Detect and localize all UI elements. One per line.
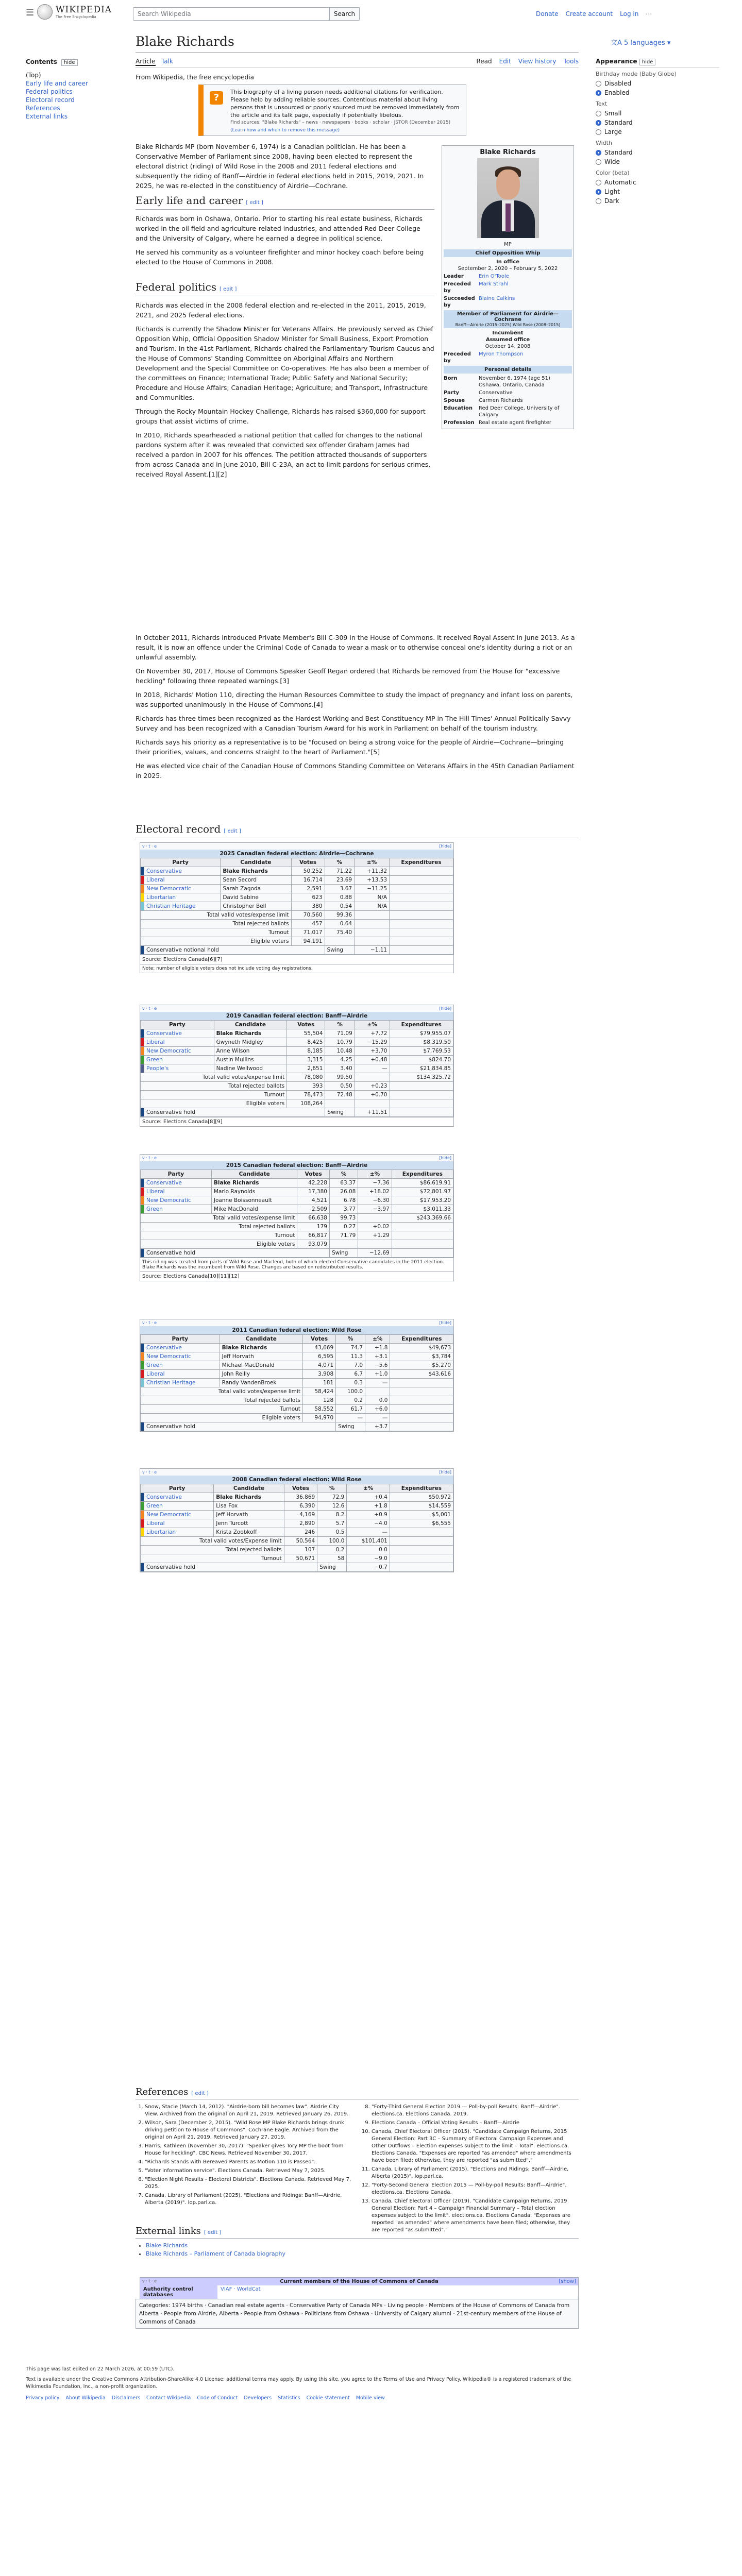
edit-link[interactable]: [ edit ] — [220, 286, 237, 292]
table-row: Conservative Blake Richards 42,228 63.37 −7.36 $86,619.91 — [141, 1179, 453, 1188]
navbox: v · t · e Current members of the House of Commons of Canada [show] Authority control databases VIAF · WorldCat — [140, 2277, 579, 2299]
footer-link[interactable]: Cookie statement — [306, 2395, 350, 2401]
table-row: Total rejected ballots 179 0.27 +0.02 — [141, 1223, 453, 1231]
menu-icon[interactable]: ☰ — [26, 7, 35, 18]
table-row: Total valid votes/Expense limit 50,564 100.0 $101,401 — [141, 1537, 453, 1546]
hold-row: Conservative hold Swing +11.51 — [141, 1108, 453, 1117]
footer-link[interactable]: Privacy policy — [26, 2395, 60, 2401]
radio-icon[interactable] — [596, 198, 601, 204]
appearance-option[interactable] — [596, 196, 719, 206]
vte-links[interactable]: v · t · e — [142, 844, 157, 849]
infobox-row: Party Conservative — [444, 390, 513, 396]
appearance-hide-button[interactable]: hide — [639, 59, 656, 65]
hold-row: Conservative notional hold Swing −1.11 — [141, 946, 453, 955]
table-row: Total rejected ballots 457 0.64 — [141, 920, 453, 928]
infobox-section-personal: Personal details — [444, 366, 572, 374]
appearance-option-label: Small — [604, 110, 622, 117]
reference-item[interactable]: 2. Wilson, Sara (December 2, 2015). "Wild Rose MP Blake Richards brings drunk driving petition to House of Commons". Cochrane Eagle. Archived from the original on April 21, 2019. Retrieved January 27, 2019. — [145, 2120, 352, 2141]
authority-links[interactable]: VIAF · WorldCat — [221, 2286, 261, 2292]
hold-row: Conservative hold Swing −0.7 — [141, 1563, 453, 1572]
early-life-heading: Early life and career — [136, 194, 243, 207]
party-link[interactable]: Libertarian — [146, 894, 176, 901]
reference-item[interactable]: 4. "Richards Stands with Bereaved Parents as Motion 110 is Passed". — [145, 2159, 352, 2166]
footer-link[interactable]: Mobile view — [356, 2395, 385, 2401]
table-row: Turnout 66,817 71.79 +1.29 — [141, 1231, 453, 1240]
radio-icon[interactable] — [596, 189, 601, 195]
candidate-cell: Blake Richards — [221, 867, 291, 876]
footer-link[interactable]: Disclaimers — [111, 2395, 141, 2401]
candidate-cell: Anne Wilson — [214, 1047, 287, 1056]
wikipedia-logo[interactable] — [37, 4, 112, 20]
infobox-title: Blake Richards — [480, 148, 536, 156]
reference-item[interactable]: 13. Canada, Chief Electoral Officer (2019). "Candidate Campaign Returns, 2019 General Election: Part 4 – Campaign Financial Summary – Total election expenses subject to the limit". elections.ca. Elections Canada. "Expenses are reported "as amended" where amendments have been filed; otherwise, they are reported "as submitted"." — [372, 2198, 579, 2234]
reference-item[interactable]: 8. "Forty-Third General Election 2019 — Poll-by-poll Results: Banff—Airdrie". elections.ca. Elections Canada. 2019. — [372, 2104, 579, 2118]
appearance-option[interactable] — [596, 178, 719, 187]
table-row: Conservative Blake Richards 55,504 71.09 +7.72 $79,955.07 — [141, 1029, 453, 1038]
appearance-option[interactable] — [596, 187, 719, 196]
appearance-option[interactable] — [596, 109, 719, 118]
table-row: Libertarian Krista Zoobkoff 246 0.5 — — [141, 1528, 453, 1537]
toc-item-top[interactable]: (Top) — [26, 72, 41, 79]
footer-link[interactable]: About Wikipedia — [65, 2395, 106, 2401]
party-color-swatch — [141, 885, 144, 893]
party-color-swatch — [141, 1352, 144, 1361]
preceded-by-link[interactable]: Mark Strahl — [479, 281, 509, 287]
infobox-row: Spouse Carmen Richards — [444, 398, 523, 403]
language-button[interactable]: 文A 5 languages ▾ — [611, 39, 671, 47]
table-row: Eligible voters 94,970 — — — [141, 1414, 453, 1422]
table-row: Total valid votes/expense limit 78,080 99.50 $134,325.72 — [141, 1073, 453, 1082]
candidate-cell: Sean Secord — [221, 876, 291, 885]
party-color-swatch — [141, 1064, 144, 1073]
search-form — [133, 7, 360, 21]
hide-toggle[interactable]: [hide] — [439, 1156, 451, 1160]
candidate-cell: Blake Richards — [214, 1029, 287, 1038]
party-link[interactable]: Conservative — [146, 1030, 182, 1037]
table-row: Christian Heritage Christopher Bell 380 0.54 N/A — [141, 902, 453, 911]
party-link[interactable]: Green — [146, 1362, 163, 1368]
early-life-section: Early life and career [ edit ] Richards was born in Oshawa, Ontario. Prior to starting his real estate business, Richards worked in the oil field and agriculture-related industries, and attended Red Deer College and the University of Calgary, where he earned a degree in political science. He served his community as a volunteer firefighter and minor hockey coach before being elected to the House of Commons in 2008. — [136, 196, 434, 267]
candidate-cell: Blake Richards — [214, 1493, 284, 1502]
party-color-swatch — [141, 1361, 144, 1370]
table-row: Total valid votes/expense limit 58,424 100.0 — [141, 1387, 453, 1396]
edit-link[interactable]: [ edit ] — [204, 2230, 222, 2235]
table-note: This riding was created from parts of Wild Rose and Macleod, both of which elected Conservative candidates in the 2011 election. Blake Richards was the incumbent from Wild Rose. Changes are based on redistributed results. — [140, 1258, 453, 1272]
table-note: Note: number of eligible voters does not include voting day registrations. — [140, 964, 453, 973]
appearance-option-label: Enabled — [604, 89, 630, 96]
vte-links[interactable]: v · t · e — [142, 1470, 157, 1475]
appearance-panel — [596, 58, 719, 206]
candidate-cell: Sarah Zagoda — [221, 885, 291, 893]
party-link[interactable]: People's — [146, 1065, 169, 1072]
election-table: v · t · e [hide] 2015 Canadian federal election: Banff—Airdrie Party Candidate Votes % ±% Expenditures Conservative Blake Richards 42,228 63.37 −7.36 $86,619.91 Liberal Marlo Raynolds 17,380 26.08 +18.02 $72,801.97 New Democratic Joanne Boissonneault 4,521 6.78 −6.30 $17,953.20 Green Mike MacDonald 2,509 3.77 −3.97 $3,011.33 Total valid votes/expense limit 66,638 99.73 $243,369.66 Total rejected ballots 179 0.27 +0.02 Turnout 66,817 71.79 +1.29 Eligible voters 93,079 Conservative hold Swing −12.69 This riding was created from parts of Wild Rose and Macleod, both of which elected Conservative candidates in the 2011 election. Blake Richards was the incumbent from Wild Rose. Changes are based on redistributed results. Source: Elections Canada[10][11][12] — [140, 1154, 454, 1281]
appearance-group-label: Birthday mode (Baby Globe) — [596, 71, 677, 77]
vte-links[interactable]: v · t · e — [142, 1320, 157, 1325]
candidate-cell: Christopher Bell — [221, 902, 291, 911]
candidate-cell: Blake Richards — [211, 1179, 297, 1188]
table-of-contents — [26, 58, 119, 121]
federal-politics-cont: In October 2011, Richards introduced Private Member's Bill C-309 in the House of Commons. It received Royal Assent in June 2013. As a result, it is now an offence under the Criminal Code of Canada to wear a mask or to otherwise conceal one's identity during a riot or an unlawful assembly. On November 30, 2017, House of Commons Speaker Geoff Regan ordered that Richards be removed from the House for "excessive heckling" following three repeated warnings.[3] In 2018, Richards' Motion 110, directing the Human Resources Committee to study the impact of pregnancy and infant loss on parents, was supported unanimously in the House of Commons.[4] Richards has three times been recognized as the Hardest Working and Best Constituency MP in The Hill Times' Annual Politically Savvy Survey and has been recognized with a Canadian Tourism Award for his work in Parliament on behalf of the tourism industry. Richards says his priority as a representative is to be "focused on being a strong voice for the people of Airdrie—Cochrane—bringing their priorities, values, and concerns straight to the heart of Parliament."[5] He was elected vice chair of the Canadian House of Commons Standing Committee on Veterans Affairs in the 45th Canadian Parliament in 2025. — [136, 634, 575, 779]
infobox-row: Education Red Deer College, University of Calgary — [444, 405, 560, 418]
candidate-cell: Gwyneth Midgley — [214, 1038, 287, 1047]
party-color-swatch — [141, 1205, 144, 1214]
table-row: New Democratic Joanne Boissonneault 4,521 6.78 −6.30 $17,953.20 — [141, 1196, 453, 1205]
party-link[interactable]: Conservative — [146, 868, 182, 874]
federal-politics-section: Federal politics [ edit ] Richards was elected in the 2008 federal election and re-elected in the 2011, 2015, 2019, 2021, and 2025 federal elections. Richards is currently the Shadow Minister for Veterans Affairs. He previously served as Chief Opposition Whip, Official Opposition Shadow Minister for Small Business, Export Promotion and Tourism. In the 41st Parliament, Richards chaired the Parliamentary Tourism Caucus and the House of Commons' Standing Committee on Aboriginal Affairs and Northern Development and the Special Committee on Co-operatives. He has also been a member of the committees on Finance; International Trade; Public Safety and National Security; Procedure and House Affairs; Canadian Heritage; Agriculture; and Transport, Infrastructure and Communities. Through the Rocky Mountain Hockey Challenge, Richards has raised $360,000 for support groups that assist victims of crime. In 2010, Richards spearheaded a national petition that called for changes to the national pardons system after it was revealed that convicted sex offender Graham James had received a pardon in 2007 for his offences. The petition attracted thousands of supporters from across Canada and in June 2010, Bill C-23A, an act to limit pardons for serious crimes, received Royal Assent.[1][2] — [136, 281, 434, 478]
radio-icon[interactable] — [596, 90, 601, 96]
electoral-record-heading: Electoral record [ edit ] — [136, 824, 579, 838]
hide-toggle[interactable]: [hide] — [439, 1470, 451, 1475]
table-row: Total valid votes/expense limit 70,560 99.36 — [141, 911, 453, 920]
external-link[interactable]: Blake Richards — [146, 2242, 188, 2249]
party-link[interactable]: Christian Heritage — [146, 1380, 196, 1386]
vte-links[interactable]: v · t · e — [142, 1006, 157, 1011]
table-row: Turnout 78,473 72.48 +0.70 — [141, 1091, 453, 1099]
appearance-option-label: Standard — [604, 149, 633, 156]
party-color-swatch — [141, 1519, 144, 1528]
table-row: New Democratic Jeff Horvath 4,169 8.2 +0.9 $5,001 — [141, 1511, 453, 1519]
infobox-section-mp: Member of Parliament for Airdrie—Cochrane Banff—Airdrie (2015–2025) Wild Rose (2008–2015) — [444, 310, 572, 328]
edit-link[interactable]: [ edit ] — [246, 200, 263, 206]
reference-item[interactable]: 3. Harris, Kathleen (November 30, 2017). "Speaker gives Tory MP the boot from House for heckling". CBC News. Retrieved November 30, 2017. — [145, 2143, 352, 2157]
appearance-option-label: Automatic — [604, 179, 636, 186]
external-links-section: External links [ edit ] • Blake Richards • Blake Richards – Parliament of Canada biography — [136, 2226, 579, 2258]
party-link[interactable]: Green — [146, 1503, 163, 1509]
table-row: New Democratic Jeff Horvath 6,595 11.3 +3.1 $3,784 — [141, 1352, 453, 1361]
footer-link[interactable]: Developers — [244, 2395, 272, 2401]
tab-view-history[interactable]: View history — [518, 58, 556, 65]
candidate-cell: David Sabine — [221, 893, 291, 902]
more-options-icon[interactable]: ⋯ — [646, 10, 652, 18]
footer: This page was last edited on 22 March 2026, at 00:59 (UTC). Text is available under the Creative Commons Attribution-ShareAlike 4.0 License; additional terms may apply. By using this site, you agree to the Terms of Use and Privacy Policy. Wikipedia® is a registered trademark of the Wikimedia Foundation, Inc., a non-profit organization. Privacy policy About Wikipedia Disclaimers Contact Wikipedia Code of Conduct Developers Statistics Cookie statement Mobile view — [26, 2366, 571, 2401]
user-links — [536, 10, 652, 18]
party-color-swatch — [141, 1196, 144, 1205]
table-row: Green Michael MacDonald 4,071 7.0 −5.6 $5,270 — [141, 1361, 453, 1370]
election-table: v · t · e [hide] 2025 Canadian federal election: Airdrie—Cochrane Party Candidate Votes % ±% Expenditures Conservative Blake Richards 50,252 71.22 +11.32 Liberal Sean Secord 16,714 23.69 +13.53 New Democratic Sarah Zagoda 2,591 3.67 −11.25 Libertarian David Sabine 623 0.88 N/A Christian Heritage Christopher Bell 380 0.54 N/A Total valid votes/expense limit 70,560 99.36 Total rejected ballots 457 0.64 Turnout 71,017 75.40 Eligible voters 94,191 Conservative notional hold Swing −1.11 Source: Elections Canada[6][7] Note: number of eligible voters does not include voting day registrations. — [140, 842, 454, 973]
toc-item-external-links[interactable]: External links — [26, 113, 68, 120]
party-link[interactable]: Libertarian — [146, 1529, 176, 1535]
candidate-cell: Joanne Boissonneault — [211, 1196, 297, 1205]
infobox: Blake Richards MP Chief Opposition Whip In office September 2, 2020 – February 5, 2022 Leader Erin O'Toole Preceded by Mark Strahl Succeeded by Blaine Calkins Member of Parliament for Airdrie—Cochrane Banff—Airdrie (2015–2025) Wild Rose (2008–2015) Incumbent Assumed office October 14, 2008 Preceded by Myron Thompson Personal details Born November 6, 1974 (age 51) Oshawa, Ontario, Canada Party Conservative Spouse Carmen Richards Education Red Deer College, University of Calgary Profession Real estate agent firefighter — [442, 145, 574, 429]
table-row: Eligible voters 108,264 — [141, 1099, 453, 1108]
in-office-label: In office — [496, 259, 520, 265]
tab-read[interactable]: Read — [476, 58, 492, 65]
radio-icon[interactable] — [596, 111, 601, 116]
table-source: Source: Elections Canada[8][9] — [140, 1117, 453, 1126]
table-row: Total rejected ballots 128 0.2 0.0 — [141, 1396, 453, 1405]
appearance-option-label: Large — [604, 128, 622, 135]
question-icon: ? — [210, 91, 223, 105]
donate-link[interactable]: Donate — [536, 10, 559, 18]
footer-link[interactable]: Contact Wikipedia — [146, 2395, 191, 2401]
party-color-swatch — [141, 1056, 144, 1064]
reference-item[interactable]: 1. Snow, Stacie (March 14, 2012). "Airdrie-born bill becomes law". Airdrie City View. Archived from the original on April 21, 2019. Retrieved January 26, 2019. — [145, 2104, 352, 2118]
in-office-dates: September 2, 2020 – February 5, 2022 — [458, 266, 558, 272]
election-table: v · t · e [hide] 2011 Canadian federal election: Wild Rose Party Candidate Votes % ±% Expenditures Conservative Blake Richards 43,669 74.7 +1.8 $49,673 New Democratic Jeff Horvath 6,595 11.3 +3.1 $3,784 Green Michael MacDonald 4,071 7.0 −5.6 $5,270 Liberal John Reilly 3,908 6.7 +1.0 $43,616 Christian Heritage Randy VandenBroek 181 0.3 — Total valid votes/expense limit 58,424 100.0 Total rejected ballots 128 0.2 0.0 Turnout 58,552 61.7 +6.0 Eligible voters 94,970 — — Conservative hold Swing +3.7 — [140, 1319, 454, 1432]
site-name: WIKIPEDIA — [56, 5, 112, 15]
globe-icon — [37, 4, 53, 20]
hold-row: Conservative hold Swing −12.69 — [141, 1249, 453, 1258]
party-link[interactable]: Conservative — [146, 1494, 182, 1500]
party-color-swatch — [141, 1188, 144, 1196]
vte-links[interactable]: v · t · e — [142, 1156, 157, 1160]
leader-link[interactable]: Erin O'Toole — [479, 274, 509, 279]
table-row: Green Mike MacDonald 2,509 3.77 −3.97 $3,011.33 — [141, 1205, 453, 1214]
succeeded-by-link[interactable]: Blaine Calkins — [479, 296, 515, 301]
categories-box[interactable]: Categories: 1974 births · Canadian real estate agents · Conservative Party of Canada MPs · Living people · Members of the House of Commons of Canada from Alberta · People from Airdrie, Alberta · People from Oshawa · Politicians from Oshawa · University of Calgary alumni · 21st-century members of the House of Commons of Canada — [136, 2299, 579, 2329]
table-row: Liberal Gwyneth Midgley 8,425 10.79 −15.29 $8,319.50 — [141, 1038, 453, 1047]
candidate-cell: Michael MacDonald — [220, 1361, 302, 1370]
appearance-heading: Appearance — [596, 58, 637, 65]
table-row: Turnout 58,552 61.7 +6.0 — [141, 1405, 453, 1414]
candidate-cell: Blake Richards — [220, 1344, 302, 1352]
party-link[interactable]: Conservative — [146, 1180, 182, 1186]
candidate-cell: Mike MacDonald — [211, 1205, 297, 1214]
appearance-option[interactable] — [596, 88, 719, 97]
party-link[interactable]: Liberal — [146, 877, 165, 883]
election-table: v · t · e [hide] 2019 Canadian federal election: Banff—Airdrie Party Candidate Votes % ±% Expenditures Conservative Blake Richards 55,504 71.09 +7.72 $79,955.07 Liberal Gwyneth Midgley 8,425 10.79 −15.29 $8,319.50 New Democratic Anne Wilson 8,185 10.48 +3.70 $7,769.53 Green Austin Mullins 3,315 4.25 +0.48 $824.70 People's Nadine Wellwood 2,651 3.40 — $21,834.85 Total valid votes/expense limit 78,080 99.50 $134,325.72 Total rejected ballots 393 0.50 +0.23 Turnout 78,473 72.48 +0.70 Eligible voters 108,264 Conservative hold Swing +11.51 Source: Elections Canada[8][9] — [140, 1005, 454, 1127]
table-source: Source: Elections Canada[10][11][12] — [140, 1272, 453, 1281]
candidate-cell: Jeff Horvath — [220, 1352, 302, 1361]
site-tagline: The Free Encyclopedia — [56, 15, 96, 19]
search-button[interactable]: Search — [329, 8, 359, 20]
table-row: Turnout 50,671 58 −9.0 — [141, 1554, 453, 1563]
candidate-cell: Jenn Turcott — [214, 1519, 284, 1528]
learn-more-link[interactable]: (Learn how and when to remove this message) — [230, 128, 340, 133]
radio-icon[interactable] — [596, 180, 601, 185]
preceded-by-link-2[interactable]: Myron Thompson — [479, 351, 524, 357]
table-row: Conservative Blake Richards 50,252 71.22 +11.32 — [141, 867, 453, 876]
party-color-swatch — [141, 1370, 144, 1379]
party-color-swatch — [141, 876, 144, 885]
party-color-swatch — [141, 867, 144, 876]
party-link[interactable]: Liberal — [146, 1520, 165, 1527]
party-link[interactable]: New Democratic — [146, 886, 191, 892]
table-row: Conservative Blake Richards 36,869 72.9 +0.4 $50,972 — [141, 1493, 453, 1502]
election-table: v · t · e [hide] 2008 Canadian federal election: Wild Rose Party Candidate Votes % ±% Expenditures Conservative Blake Richards 36,869 72.9 +0.4 $50,972 Green Lisa Fox 6,390 12.6 +1.8 $14,559 New Democratic Jeff Horvath 4,169 8.2 +0.9 $5,001 Liberal Jenn Turcott 2,890 5.7 −4.0 $6,555 Libertarian Krista Zoobkoff 246 0.5 — Total valid votes/Expense limit 50,564 100.0 $101,401 Total rejected ballots 107 0.2 0.0 Turnout 50,671 58 −9.0 Conservative hold Swing −0.7 — [140, 1468, 454, 1572]
radio-icon[interactable] — [596, 159, 601, 165]
vte-links[interactable]: v · t · e — [142, 2279, 157, 2283]
table-row: Turnout 71,017 75.40 — [141, 928, 453, 937]
party-color-swatch — [141, 1179, 144, 1188]
appearance-option[interactable] — [596, 79, 719, 88]
table-row: Liberal Sean Secord 16,714 23.69 +13.53 — [141, 876, 453, 885]
table-row: Total rejected ballots 107 0.2 0.0 — [141, 1546, 453, 1554]
party-color-swatch — [141, 1029, 144, 1038]
table-row: Total valid votes/expense limit 66,638 99.73 $243,369.66 — [141, 1214, 453, 1223]
hold-row: Conservative hold Swing +3.7 — [141, 1422, 453, 1431]
toc-item-references[interactable]: References — [26, 105, 60, 112]
table-row: Christian Heritage Randy VandenBroek 181 0.3 — — [141, 1379, 453, 1387]
table-row: Liberal Marlo Raynolds 17,380 26.08 +18.02 $72,801.97 — [141, 1188, 453, 1196]
party-link[interactable]: Liberal — [146, 1371, 165, 1377]
party-color-swatch — [141, 1344, 144, 1352]
intro-paragraph: Blake Richards MP (born November 6, 1974) is a Canadian politician. He has been a Conservative Member of Parliament since 2008, having been elected to represent the electoral district (riding) of Wild Rose in the 2008 and 2011 federal elections and subsequently the riding of Banff—Airdrie in federal elections held in 2015, 2019, 2021. In 2025, he was re-elected in the constituency of Airdrie—Cochrane. — [136, 143, 424, 190]
references-section: References [ edit ] 1. Snow, Stacie (March 14, 2012). "Airdrie-born bill becomes law". Airdrie City View. Archived from the original on April 21, 2019. Retrieved January 26, 2019. 2. Wilson, Sara (December 2, 2015). "Wild Rose MP Blake Richards brings drunk driving petition to House of Commons". Cochrane Eagle. Archived from the original on April 21, 2019. Retrieved January 27, 2019. 3. Harris, Kathleen (November 30, 2017). "Speaker gives Tory MP the boot from House for heckling". CBC News. Retrieved November 30, 2017. 4. "Richards Stands with Bereaved Parents as Motion 110 is Passed". 5. "Voter information service". Elections Canada. Retrieved May 7, 2025. 6. "Election Night Results - Electoral Districts". Elections Canada. Retrieved May 7, 2025. 7. Canada, Library of Parliament (2025). "Elections and Ridings: Banff—Airdrie, Alberta (2019)". lop.parl.ca. 8. "Forty-Third General Election 2019 — Poll-by-poll Results: Banff—Airdrie". elections.ca. Elections Canada. 2019. 9. Elections Canada – Official Voting Results – Banff—Airdrie 10. Canada, Chief Electoral Officer (2015). "Candidate Campaign Returns, 2015 General Election: Part 3C – Summary of Electoral Campaign Expenses and Other Outflows – Election expenses subject to the limit – Total". elections.ca. Elections Canada. "Expenses are reported "as amended" where amendments have been filed; otherwise, they are reported "as submitted"." 11. Canada, Library of Parliament (2015). "Elections and Ridings: Banff—Airdrie, Alberta (2015)". lop.parl.ca. 12. "Forty-Second General Election 2015 — Poll-by-poll Results: Banff—Airdrie". elections.ca. Elections Canada. 13. Canada, Chief Electoral Officer (2019). "Candidate Campaign Returns, 2019 General Election: Part 4 – Campaign Financial Summary – Total election expenses subject to the limit". elections.ca. Elections Canada. "Expenses are reported "as amended" where amendments have been filed; otherwise, they are reported "as submitted"." — [136, 2087, 579, 2235]
tab-talk[interactable]: Talk — [161, 58, 173, 65]
radio-icon[interactable] — [596, 150, 601, 156]
appearance-option[interactable] — [596, 148, 719, 157]
election-title: 2011 Canadian federal election: Wild Rose — [140, 1326, 453, 1334]
party-link[interactable]: Liberal — [146, 1189, 165, 1195]
table-row: Eligible voters 93,079 — [141, 1240, 453, 1249]
appearance-option-label: Disabled — [604, 80, 632, 87]
site-header — [0, 0, 742, 26]
hide-toggle[interactable]: [hide] — [439, 1006, 451, 1011]
appearance-option-label: Standard — [604, 119, 633, 126]
candidate-cell: John Reilly — [220, 1370, 302, 1379]
table-row: Liberal John Reilly 3,908 6.7 +1.0 $43,616 — [141, 1370, 453, 1379]
reference-item[interactable]: 7. Canada, Library of Parliament (2025). "Elections and Ridings: Banff—Airdrie, Alberta (2019)". lop.parl.ca. — [145, 2192, 352, 2207]
party-color-swatch — [141, 902, 144, 911]
election-title: 2015 Canadian federal election: Banff—Airdrie — [140, 1161, 453, 1170]
table-source: Source: Elections Canada[6][7] — [140, 955, 453, 964]
table-row: Liberal Jenn Turcott 2,890 5.7 −4.0 $6,555 — [141, 1519, 453, 1528]
tab-edit[interactable]: Edit — [499, 58, 511, 65]
party-link[interactable]: New Democratic — [146, 1512, 191, 1518]
infobox-row: Born November 6, 1974 (age 51) Oshawa, Ontario, Canada — [444, 376, 550, 388]
table-row: Conservative Blake Richards 43,669 74.7 +1.8 $49,673 — [141, 1344, 453, 1352]
election-title: 2019 Canadian federal election: Banff—Airdrie — [140, 1012, 453, 1020]
tab-article[interactable]: Article — [136, 58, 156, 65]
hide-toggle[interactable]: [hide] — [439, 844, 451, 849]
translate-icon: 文A — [611, 39, 625, 47]
party-color-swatch — [141, 1511, 144, 1519]
appearance-group-label: Color (beta) — [596, 170, 630, 176]
appearance-option[interactable] — [596, 157, 719, 166]
radio-icon[interactable] — [596, 81, 601, 87]
toc-heading: Contents — [26, 58, 57, 65]
search-input[interactable]: Search Wikipedia — [138, 10, 191, 18]
party-link[interactable]: Liberal — [146, 1039, 165, 1045]
reference-item[interactable]: 9. Elections Canada – Official Voting Results – Banff—Airdrie — [372, 2120, 579, 2127]
table-row: Green Lisa Fox 6,390 12.6 +1.8 $14,559 — [141, 1502, 453, 1511]
radio-icon[interactable] — [596, 120, 601, 126]
party-link[interactable]: New Democratic — [146, 1353, 191, 1360]
party-link[interactable]: New Democratic — [146, 1048, 191, 1054]
citation-warning-box — [198, 84, 466, 136]
party-color-swatch — [141, 1493, 144, 1502]
party-link[interactable]: Green — [146, 1057, 163, 1063]
create-account-link[interactable]: Create account — [565, 10, 613, 18]
table-row: New Democratic Anne Wilson 8,185 10.48 +3.70 $7,769.53 — [141, 1047, 453, 1056]
radio-icon[interactable] — [596, 129, 601, 135]
appearance-option-label: Dark — [604, 197, 619, 205]
party-link[interactable]: Conservative — [146, 1345, 182, 1351]
election-title: 2008 Canadian federal election: Wild Rose — [140, 1476, 453, 1484]
toc-item-electoral-record[interactable]: Electoral record — [26, 96, 75, 104]
candidate-cell: Nadine Wellwood — [214, 1064, 287, 1073]
party-color-swatch — [141, 1502, 144, 1511]
warning-text: This biography of a living person needs additional citations for verification. Please help by adding reliable sources. Contentious material about living persons that is unsourced or poorly sourced must be removed immediately from the article and its talk page, especially if potentially libelous. — [230, 89, 460, 118]
reference-item[interactable]: 11. Canada, Library of Parliament (2015). "Elections and Ridings: Banff—Airdrie, Alberta (2015)". lop.parl.ca. — [372, 2166, 579, 2180]
candidate-cell: Krista Zoobkoff — [214, 1528, 284, 1537]
federal-politics-heading: Federal politics — [136, 281, 217, 293]
toc-item-federal-politics[interactable]: Federal politics — [26, 88, 73, 95]
party-color-swatch — [141, 1528, 144, 1537]
footer-link[interactable]: Code of Conduct — [197, 2395, 238, 2401]
party-color-swatch — [141, 1379, 144, 1387]
table-row: New Democratic Sarah Zagoda 2,591 3.67 −11.25 — [141, 885, 453, 893]
reference-item[interactable]: 12. "Forty-Second General Election 2015 — Poll-by-poll Results: Banff—Airdrie". elections.ca. Elections Canada. — [372, 2182, 579, 2196]
reference-item[interactable]: 5. "Voter information service". Elections Canada. Retrieved May 7, 2025. — [145, 2167, 352, 2175]
infobox-post: MP — [504, 242, 512, 247]
find-sources[interactable]: Find sources: "Blake Richards" – news · newspapers · books · scholar · JSTOR (December 2015) — [230, 120, 451, 125]
toc-hide-button[interactable]: hide — [61, 59, 78, 66]
candidate-cell: Lisa Fox — [214, 1502, 284, 1511]
party-color-swatch — [141, 1038, 144, 1047]
party-link[interactable]: Christian Heritage — [146, 903, 196, 909]
login-link[interactable]: Log in — [620, 10, 639, 18]
appearance-option-label: Wide — [604, 158, 620, 165]
candidate-cell: Austin Mullins — [214, 1056, 287, 1064]
appearance-option[interactable] — [596, 127, 719, 137]
infobox-section-whip: Chief Opposition Whip — [444, 249, 572, 257]
toc-item-early-life[interactable]: Early life and career — [26, 80, 88, 87]
page-title: Blake Richards — [136, 34, 234, 49]
edit-link[interactable]: [ edit ] — [191, 2091, 209, 2096]
tab-tools[interactable]: Tools — [563, 58, 579, 65]
appearance-option-label: Light — [604, 188, 620, 195]
footer-link[interactable]: Statistics — [278, 2395, 300, 2401]
candidate-cell: Randy VandenBroek — [220, 1379, 302, 1387]
election-title: 2025 Canadian federal election: Airdrie—Cochrane — [140, 850, 453, 858]
reference-item[interactable]: 6. "Election Night Results - Electoral Districts". Elections Canada. Retrieved May 7, 2025. — [145, 2176, 352, 2191]
edit-link[interactable]: [ edit ] — [224, 828, 241, 834]
infobox-row: Profession Real estate agent firefighter — [444, 420, 551, 426]
from-line: From Wikipedia, the free encyclopedia — [136, 74, 254, 81]
table-row: People's Nadine Wellwood 2,651 3.40 — $21,834.85 — [141, 1064, 453, 1073]
navbox-show-toggle[interactable]: [show] — [559, 2279, 576, 2284]
candidate-cell: Marlo Raynolds — [211, 1188, 297, 1196]
appearance-group-label: Width — [596, 140, 612, 146]
party-color-swatch — [141, 893, 144, 902]
table-row: Green Austin Mullins 3,315 4.25 +0.48 $824.70 — [141, 1056, 453, 1064]
reference-item[interactable]: 10. Canada, Chief Electoral Officer (2015). "Candidate Campaign Returns, 2015 General Election: Part 3C – Summary of Electoral Campaign Expenses and Other Outflows – Election expenses subject to the limit – Total". elections.ca. Elections Canada. "Expenses are reported "as amended" where amendments have been filed; otherwise, they are reported "as submitted"." — [372, 2128, 579, 2164]
table-row: Total rejected ballots 393 0.50 +0.23 — [141, 1082, 453, 1091]
table-row: Eligible voters 94,191 — [141, 937, 453, 946]
party-link[interactable]: Green — [146, 1206, 163, 1212]
table-row: Libertarian David Sabine 623 0.88 N/A — [141, 893, 453, 902]
hide-toggle[interactable]: [hide] — [439, 1320, 451, 1325]
appearance-option[interactable] — [596, 118, 719, 127]
portrait-photo — [477, 158, 539, 238]
candidate-cell: Jeff Horvath — [214, 1511, 284, 1519]
external-link[interactable]: Blake Richards – Parliament of Canada biography — [146, 2250, 286, 2257]
party-link[interactable]: New Democratic — [146, 1197, 191, 1204]
appearance-group-label: Text — [596, 100, 608, 107]
party-color-swatch — [141, 1047, 144, 1056]
